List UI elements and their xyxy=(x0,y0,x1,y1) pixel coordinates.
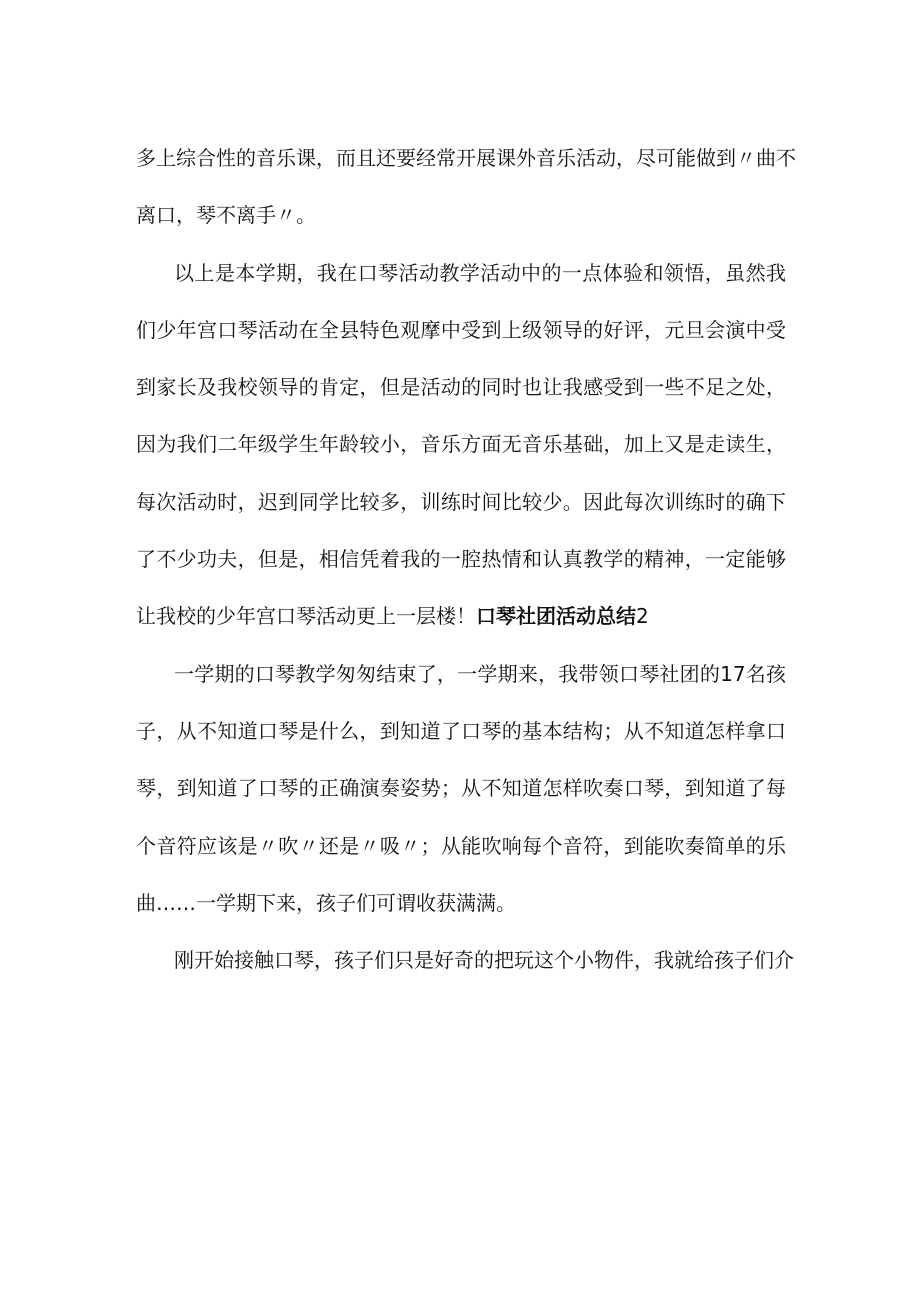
section-heading: 口琴社团活动总结 xyxy=(476,604,636,629)
text-line: 个音符应该是〃吹〃还是〃吸〃；从能吹响每个音符，到能吹奏简单的乐 xyxy=(136,833,786,858)
text-line: 以上是本学期，我在口琴活动教学活动中的一点体验和领悟，虽然我 xyxy=(174,260,786,285)
text-line: 每次活动时，迟到同学比较多，训练时间比较少。因此每次训练时的确下 xyxy=(136,489,786,514)
text-line: 刚开始接触口琴，孩子们只是好奇的把玩这个小物件，我就给孩子们介 xyxy=(174,948,794,973)
text-line: 们少年宫口琴活动在全县特色观摩中受到上级领导的好评，元旦会演中受 xyxy=(136,317,786,342)
section-heading-number: 2 xyxy=(636,604,649,629)
text-line-end: 让我校的少年宫口琴活动更上一层楼！ xyxy=(136,604,476,629)
text-line: 多上综合性的音乐课，而且还要经常开展课外音乐活动，尽可能做到〃曲不 xyxy=(136,146,796,170)
text-line: 到家长及我校领导的肯定，但是活动的同时也让我感受到一些不足之处， xyxy=(136,375,786,400)
document-body xyxy=(136,130,796,989)
text-line: 曲……一学期下来，孩子们可谓收获满满。 xyxy=(136,890,516,915)
text-line: 离口，琴不离手〃。 xyxy=(136,203,316,228)
text-line: 琴，到知道了口琴的正确演奏姿势；从不知道怎样吹奏口琴，到知道了每 xyxy=(136,776,786,801)
text-line-with-heading xyxy=(136,588,786,645)
text-line: 因为我们二年级学生年龄较小，音乐方面无音乐基础，加上又是走读生， xyxy=(136,432,786,457)
text-line: 一学期的口琴教学匆匆结束了，一学期来，我带领口琴社团的17名孩 xyxy=(174,661,786,686)
text-line: 了不少功夫，但是，相信凭着我的一腔热情和认真教学的精神，一定能够 xyxy=(136,547,786,572)
text-line: 子，从不知道口琴是什么，到知道了口琴的基本结构；从不知道怎样拿口 xyxy=(136,718,786,743)
